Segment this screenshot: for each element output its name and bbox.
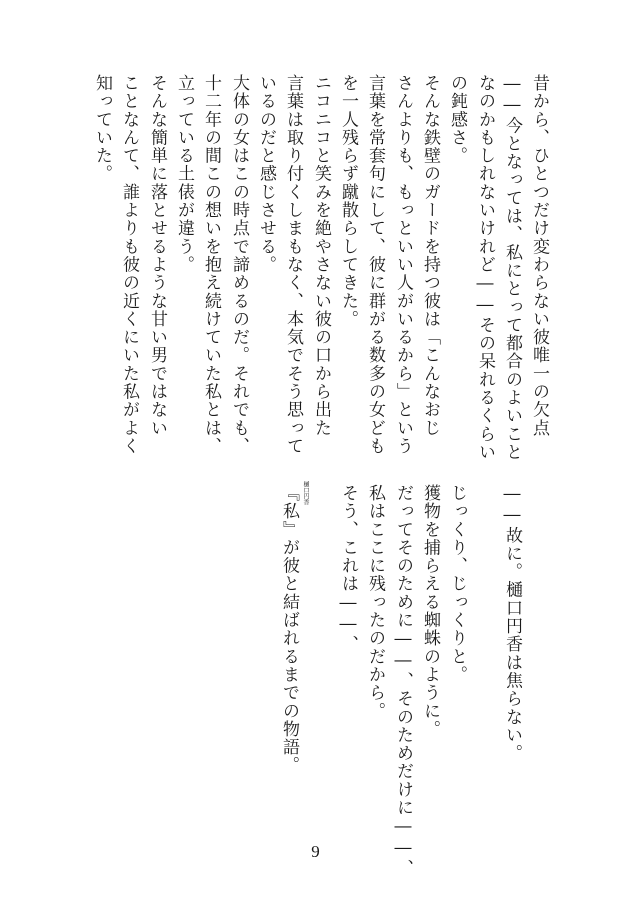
text-column: 大体の女はこの時点で諦めるのだ。それでも、 bbox=[229, 74, 249, 456]
text-column: を一人残らず蹴散らしてきた。 bbox=[338, 74, 358, 329]
text-column: ことなんて、誰よりも彼の近くにいた私がよく bbox=[119, 74, 139, 456]
text-column: ニコニコと笑みを絶やさない彼の口から出た bbox=[311, 74, 331, 437]
text-column: 知っていた。 bbox=[92, 74, 112, 183]
text-column: だってそのために――、そのためだけに――、 bbox=[393, 484, 413, 878]
text-column: 昔から、ひとつだけ変わらない彼唯一の欠点 bbox=[529, 74, 549, 437]
text-column: なのかもしれないけれど――その呆れるくらい bbox=[475, 74, 495, 462]
text-column: 『私』が彼と結ばれるまでの物語。 bbox=[279, 484, 299, 775]
text-column: 言葉は取り付くしまもなく、本気でそう思って bbox=[283, 74, 303, 456]
text-column: じっくり、じっくりと。 bbox=[447, 484, 467, 684]
text-column: 獲物を捕らえる蜘蛛のように。 bbox=[420, 484, 440, 739]
text-column: ――故に。樋口円香は焦らない。 bbox=[502, 484, 522, 763]
text-column: ――今となっては、私にとって都合のよいこと bbox=[502, 74, 522, 462]
text-column: そんな鉄壁のガードを持つ彼は「こんなおじ bbox=[420, 74, 440, 437]
text-column: 十二年の間この想いを抱え続けていた私とは、 bbox=[201, 74, 221, 456]
text-column: 言葉を常套句にして、彼に群がる数多の女ども bbox=[365, 74, 385, 456]
text-column: さんよりも、もっといい人がいるから」という bbox=[393, 74, 413, 456]
ruby-annotation: 樋口円香 bbox=[302, 481, 309, 505]
text-column: そんな簡単に落とせるような甘い男ではない bbox=[147, 74, 167, 437]
text-column: そう、これは――、 bbox=[338, 484, 358, 654]
text-column: 立っている土俵が違う。 bbox=[174, 74, 194, 274]
page-number: 9 bbox=[311, 842, 320, 861]
text-column: 私はここに残ったのだから。 bbox=[365, 484, 385, 720]
text-column: いるのだと感じさせる。 bbox=[256, 74, 276, 274]
text-column: の鈍感さ。 bbox=[447, 74, 467, 165]
